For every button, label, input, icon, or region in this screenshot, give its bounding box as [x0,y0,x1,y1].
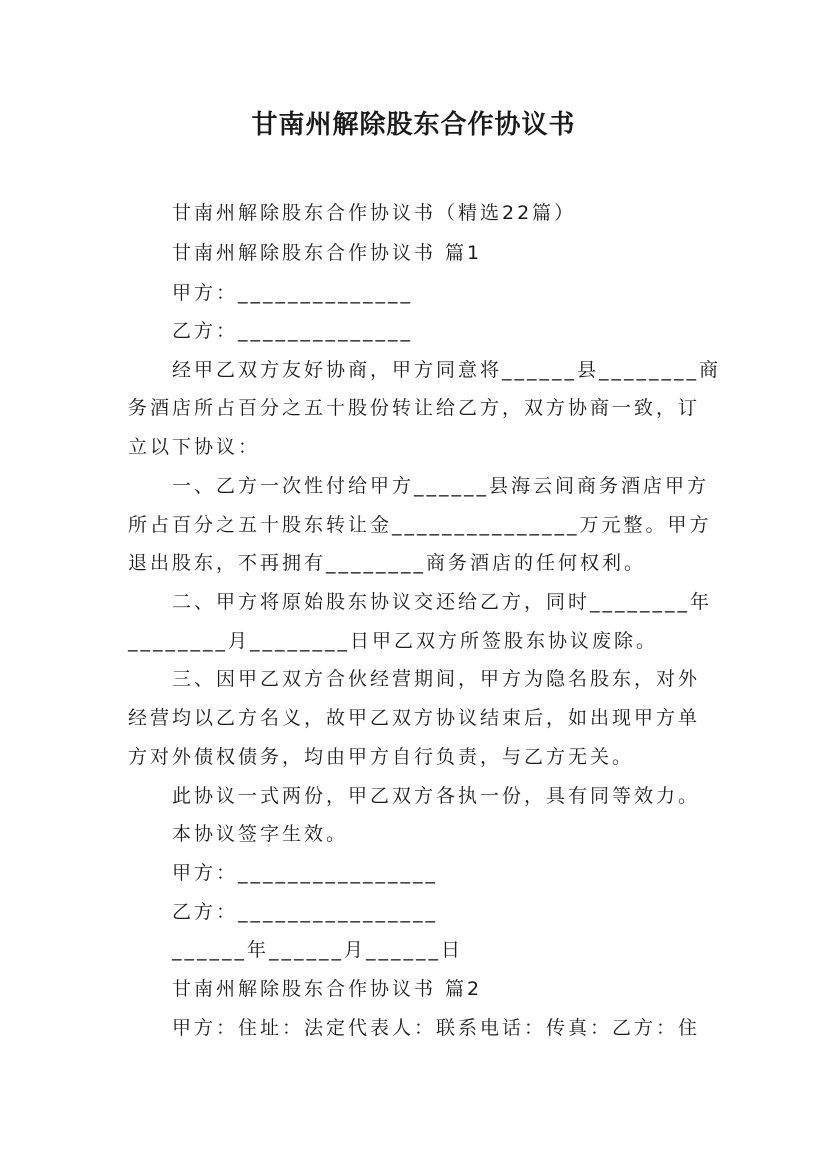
doc-line: 乙方：______________ [172,320,414,342]
doc-line: 方对外债权债务，均由甲方自行负责，与乙方无关。 [128,746,635,768]
doc-line: 三、因甲乙双方合伙经营期间，甲方为隐名股东，对外 [172,668,701,690]
doc-line: 经甲乙双方友好协商，甲方同意将______县________商 [172,359,722,381]
doc-line: 立以下协议： [128,436,261,458]
doc-line: ________月________日甲乙双方所签股东协议废除。 [128,630,659,652]
doc-line: 退出股东，不再拥有________商务酒店的任何权利。 [128,552,647,574]
doc-line: 甘南州解除股东合作协议书（精选22篇） [172,202,577,224]
doc-line: 一、乙方一次性付给甲方______县海云间商务酒店甲方 [172,475,710,497]
doc-line: 务酒店所占百分之五十股份转让给乙方，双方协商一致，订 [128,397,701,419]
document-title: 甘南州解除股东合作协议书 [251,110,576,140]
doc-line: 甘南州解除股东合作协议书 篇2 [172,978,483,1000]
doc-line: 甘南州解除股东合作协议书 篇1 [172,242,483,264]
doc-line: 甲方：住址：法定代表人：联系电话：传真：乙方：住 [172,1017,701,1039]
doc-line: ______年______月______日 [172,939,464,961]
doc-line: 此协议一式两份，甲乙双方各执一份，具有同等效力。 [172,785,701,807]
doc-line: 本协议签字生效。 [172,823,349,845]
doc-line: 甲方：______________ [172,282,414,304]
doc-line: 经营均以乙方名义，故甲乙双方协议结束后，如出现甲方单 [128,707,701,729]
doc-line: 乙方：________________ [172,901,439,923]
doc-line: 所占百分之五十股东转让金_______________万元整。甲方 [128,514,712,536]
doc-line: 甲方：________________ [172,862,439,884]
doc-line: 二、甲方将原始股东协议交还给乙方，同时________年 [172,591,713,613]
